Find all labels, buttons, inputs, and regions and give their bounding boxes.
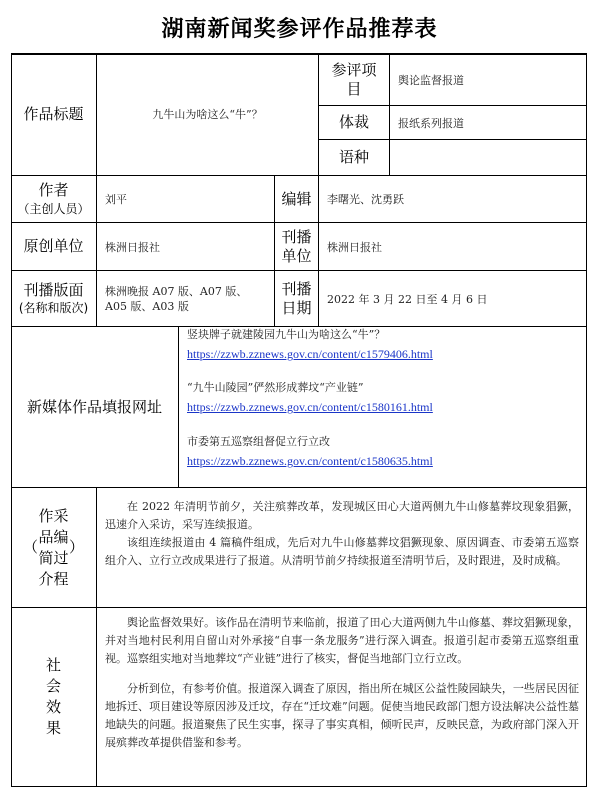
value-entry-item: 舆论监督报道	[398, 74, 464, 87]
link-url[interactable]: https://zzwb.zznews.gov.cn/content/c1579406.html	[187, 347, 433, 361]
row-divider	[11, 487, 587, 488]
value-original-unit: 株洲日报社	[105, 240, 160, 254]
value-author: 刘平	[105, 193, 127, 206]
link-title: 竖块牌子就建陵园九牛山为啥这么“牛”？	[187, 328, 386, 341]
link-item	[187, 434, 433, 469]
label-layout-main: 刊播版面	[23, 280, 84, 299]
col-divider	[178, 326, 179, 488]
label-layout	[11, 271, 96, 326]
link-title: “九牛山陵园”俨然形成葬坟“产业链”	[187, 381, 364, 394]
effect-description	[105, 614, 579, 752]
effect-paragraph: 舆论监督效果好。该作品在清明节来临前，报道了田心大道两侧九牛山修墓、葬坟猖獗现象，并对当地村民利用自留山对外承接“自事一条龙服务”进行深入调查。报道引起市委第五巡察组重视。巡察组实地对当地葬坟“产业链”进行了核实，督促当地部门立行立改。	[105, 616, 579, 665]
col-divider	[96, 487, 97, 787]
label-new-media-url: 新媒体作品填报网址	[26, 397, 162, 416]
new-media-links	[187, 327, 582, 487]
table-border-right	[586, 53, 587, 787]
process-paragraph: 在 2022 年清明节前夕，关注殡葬改革，发现城区田心大道两侧九牛山修墓葬坟现象猖獗，迅速介入采访，采写连续报道。	[105, 500, 579, 531]
label-work-title: 作品标题	[23, 104, 84, 123]
value-publish-date: 2022 年 3 月 22 日至 4 月 6 日	[327, 292, 488, 306]
label-entry-item: 参评项目	[331, 61, 377, 98]
value-publish-unit: 株洲日报社	[327, 240, 382, 254]
label-publish-unit: 刊播单位	[281, 227, 312, 265]
link-title: 市委第五巡察组督促立行立改	[187, 435, 330, 448]
table-border-bottom	[11, 786, 587, 787]
value-editor: 李曙光、沈勇跃	[327, 193, 404, 206]
label-author	[11, 176, 96, 222]
row-divider	[11, 607, 587, 608]
link-url[interactable]: https://zzwb.zznews.gov.cn/content/c1580161.html	[187, 400, 433, 414]
label-language: 语种	[338, 148, 369, 167]
value-genre: 报纸系列报道	[398, 116, 464, 130]
link-url[interactable]: https://zzwb.zznews.gov.cn/content/c1580635.html	[187, 454, 433, 468]
value-layout: 株洲晚报 A07 版、A07 版、A05 版、A03 版	[105, 284, 248, 313]
value-work-title: 九牛山为啥这么“牛”？	[152, 108, 263, 121]
process-paragraph: 该组连续报道由 4 篇稿件组成，先后对九牛山修墓葬坟猖獗现象、原因调查、市委第五巡察组介入、立行立改成果进行了报道。从清明节前夕持续报道至清明节后，及时跟进，及时成稿。	[105, 536, 579, 567]
label-author-sub: （主创人员）	[17, 201, 90, 216]
label-social-effect: 社 会 效 果	[45, 656, 61, 737]
link-item	[187, 327, 433, 362]
label-process-text: 作采 品编 简过 介程	[38, 506, 69, 588]
page-title: 湖南新闻奖参评作品推荐表	[161, 17, 438, 42]
label-author-main: 作者	[38, 181, 69, 200]
effect-paragraph: 分析到位，有参考价值。报道深入调查了原因，指出所在城区公益性陵园缺失，一些居民因征地拆迁、项目建设等原因涉及迁坟，存在“迁坟难”问题。促使当地民政部门想方设法解决公益性墓地缺失的问题。报道聚焦了民生实事，探寻了事实真相，倾听民声，反映民意，为政府部门深入开展殡葬改革提供借鉴和参考。	[105, 682, 579, 749]
value-language	[390, 140, 586, 175]
label-editor: 编辑	[281, 189, 312, 208]
label-layout-sub: (名称和版次)	[18, 301, 89, 316]
label-process: （ 作采 品编 简过 介程 ）	[22, 506, 84, 588]
label-original-unit: 原创单位	[23, 237, 84, 256]
label-publish-date: 刊播日期	[281, 279, 312, 317]
label-genre: 体裁	[338, 113, 369, 132]
process-description	[105, 498, 579, 570]
link-item	[187, 380, 433, 415]
